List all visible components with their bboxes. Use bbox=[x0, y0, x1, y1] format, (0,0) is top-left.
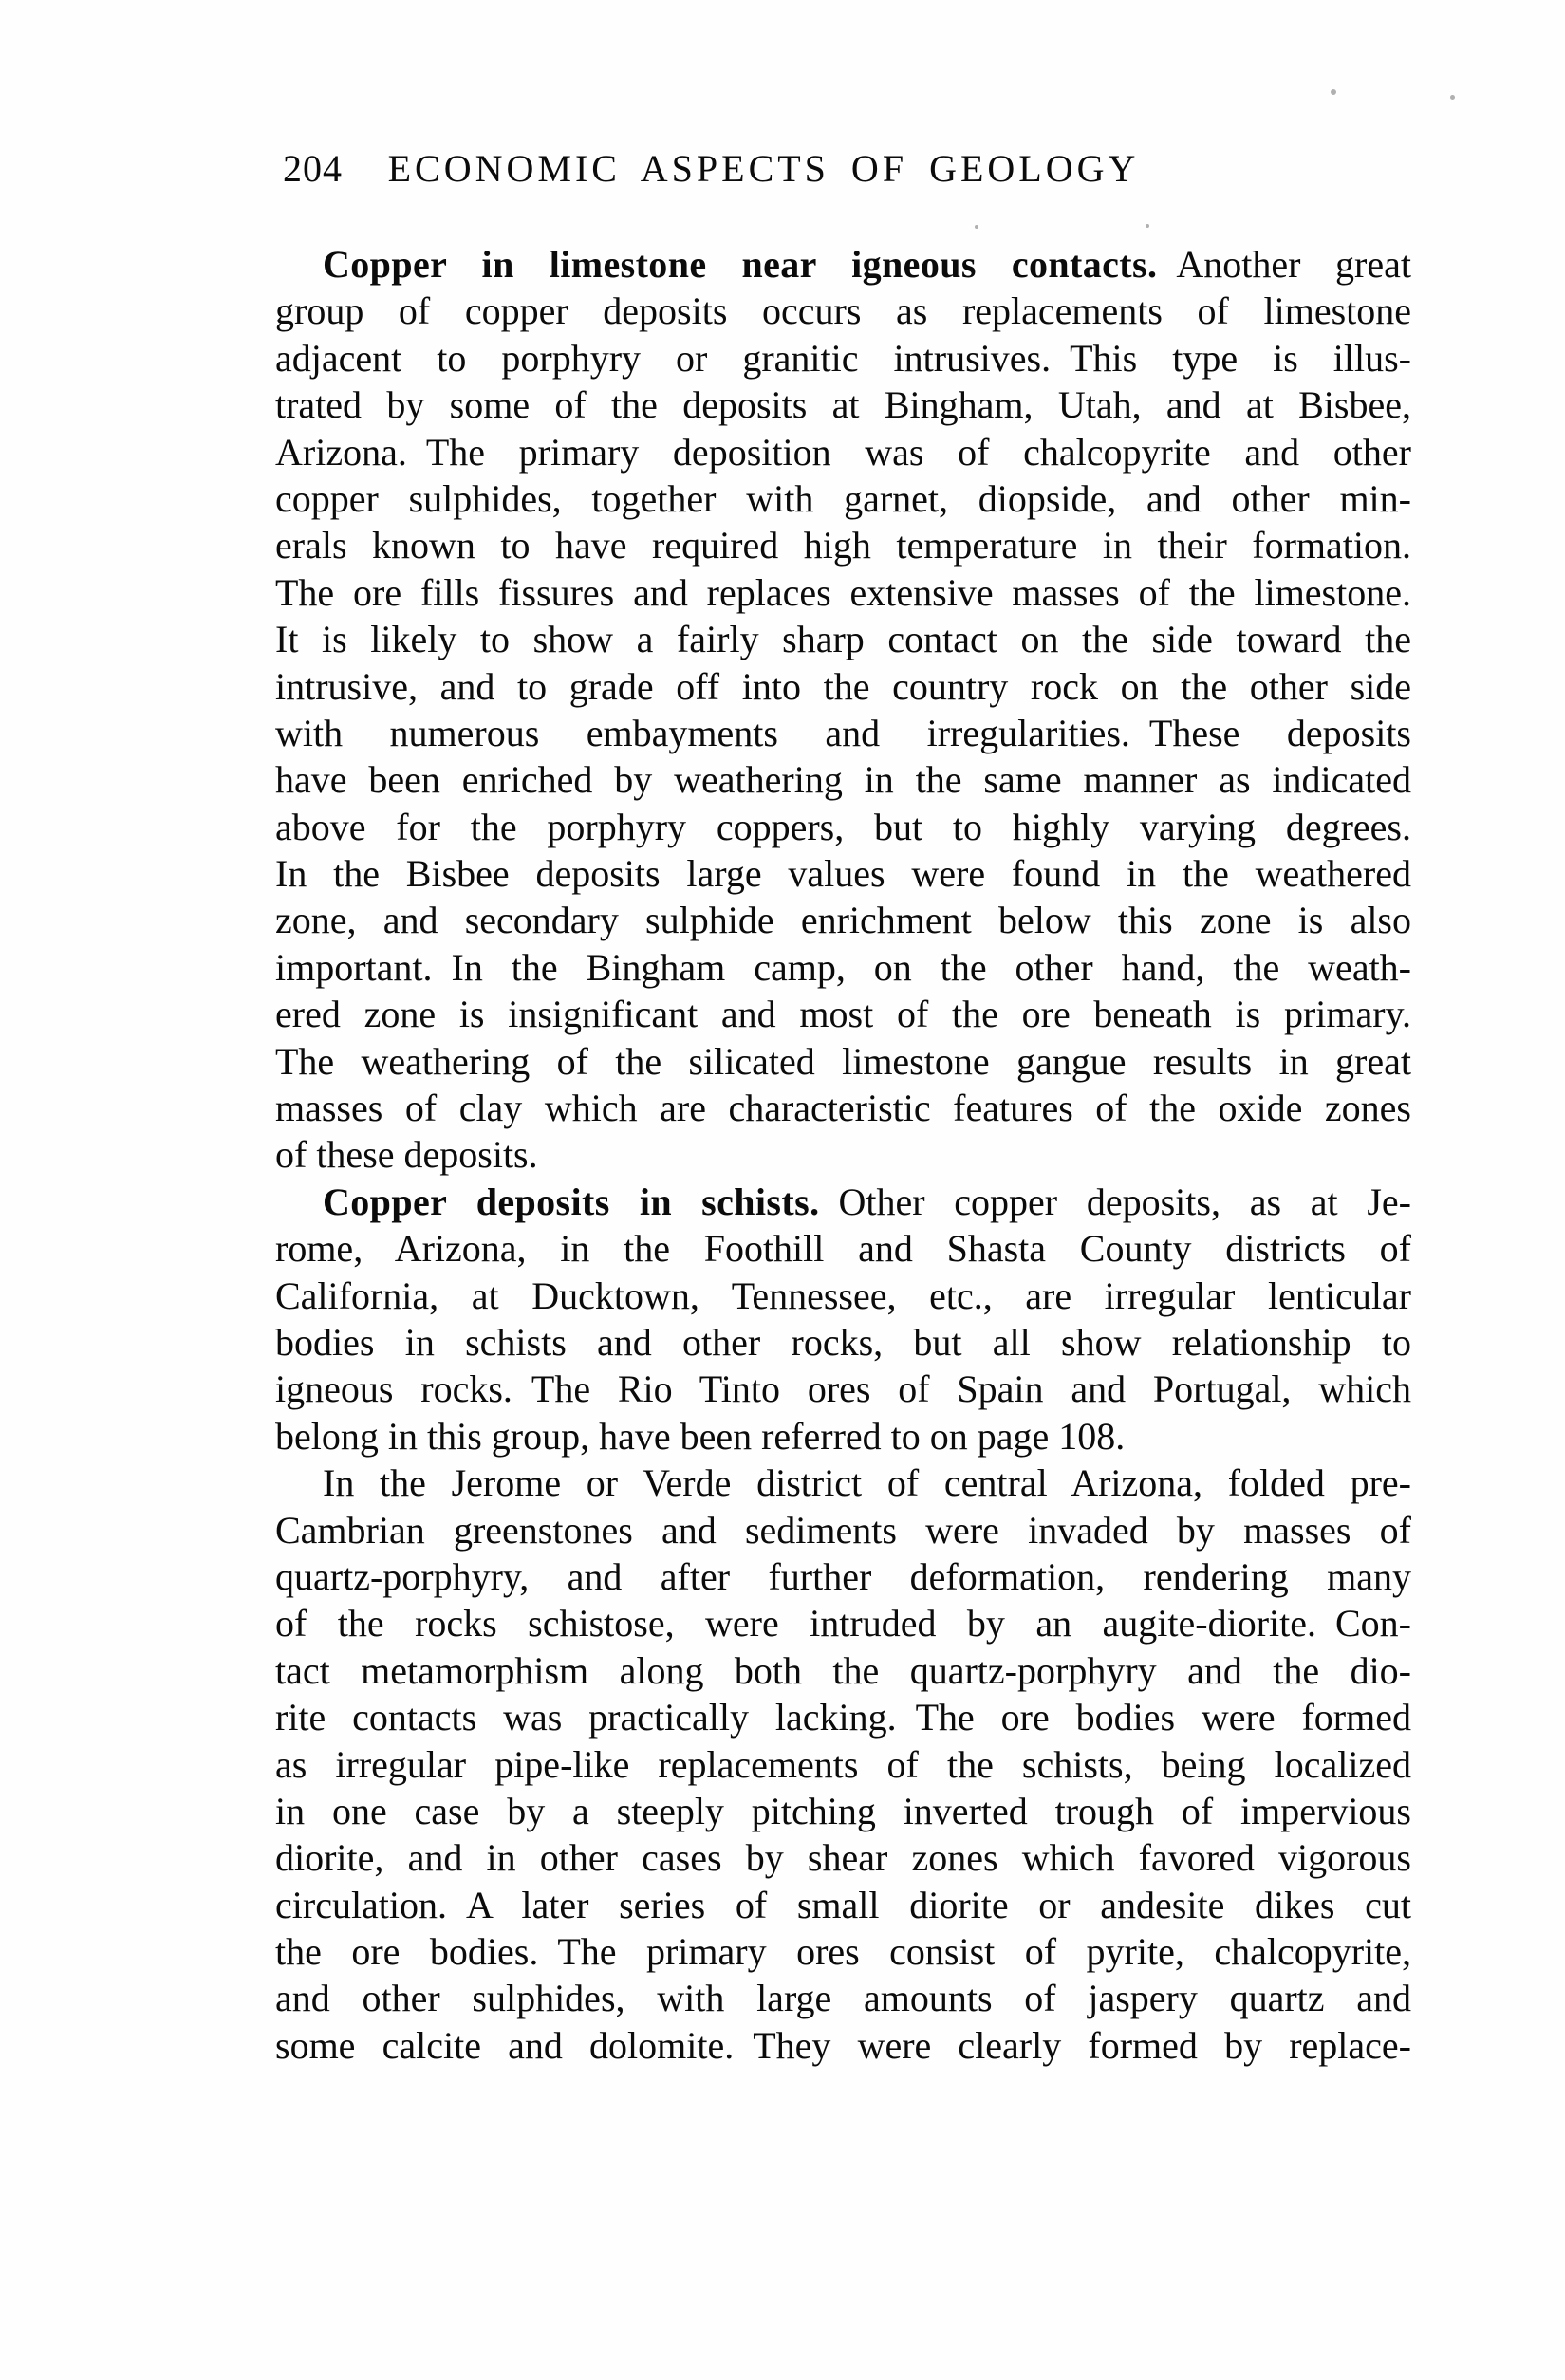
text-line: rome, Arizona, in the Foothill and Shasta County districts of bbox=[275, 1227, 1411, 1271]
text-line: rite contacts was practically lacking. The ore bodies were formed bbox=[275, 1696, 1411, 1739]
text-line: and other sulphides, with large amounts of jaspery quartz and bbox=[275, 1977, 1411, 2020]
scan-speck bbox=[1331, 89, 1336, 95]
running-title: ECONOMIC ASPECTS OF GEOLOGY bbox=[387, 147, 1140, 190]
text-line: some calcite and dolomite. They were clearly formed by replace- bbox=[275, 2023, 1411, 2067]
text-line: group of copper deposits occurs as replacements of limestone bbox=[275, 289, 1411, 333]
text-line: Cambrian greenstones and sediments were invaded by masses of bbox=[275, 1508, 1411, 1552]
scan-speck bbox=[1450, 95, 1455, 100]
scan-speck bbox=[1146, 224, 1149, 228]
text-line: tact metamorphism along both the quartz-porphyry and the dio- bbox=[275, 1648, 1411, 1692]
text-line: igneous rocks. The Rio Tinto ores of Spain and Portugal, which bbox=[275, 1367, 1411, 1411]
text-line: the ore bodies. The primary ores consist of pyrite, chalcopyrite, bbox=[275, 1930, 1411, 1974]
text-line: Arizona. The primary deposition was of chalcopyrite and other bbox=[275, 430, 1411, 474]
text-line: with numerous embayments and irregularities. These deposits bbox=[275, 711, 1411, 754]
text-line: belong in this group, have been referred to on page 108. bbox=[275, 1414, 1126, 1458]
text-line: erals known to have required high temperature in their formation. bbox=[275, 524, 1411, 567]
text-line: quartz-porphyry, and after further deformation, rendering many bbox=[275, 1554, 1411, 1598]
text-line: have been enriched by weathering in the same manner as indicated bbox=[275, 758, 1411, 802]
text-line: Copper deposits in schists. Other copper deposits, as at Je- bbox=[323, 1180, 1411, 1223]
text-line: circulation. A later series of small diorite or andesite dikes cut bbox=[275, 1883, 1411, 1926]
text-line: above for the porphyry coppers, but to highly varying degrees. bbox=[275, 805, 1411, 848]
text-line: copper sulphides, together with garnet, diopside, and other min- bbox=[275, 476, 1411, 520]
body-text bbox=[275, 241, 1411, 2069]
text-line: of these deposits. bbox=[275, 1133, 538, 1177]
bold-run-in-heading: Copper deposits in schists. bbox=[323, 1180, 820, 1223]
text-line: of the rocks schistose, were intruded by an augite-diorite. Con- bbox=[275, 1602, 1411, 1646]
text-line: In the Jerome or Verde district of central Arizona, folded pre- bbox=[323, 1461, 1411, 1505]
text-line: The ore fills fissures and replaces extensive masses of the limestone. bbox=[275, 570, 1411, 614]
text-line: important. In the Bingham camp, on the other hand, the weath- bbox=[275, 945, 1411, 989]
text-line: in one case by a steeply pitching inverted trough of impervious bbox=[275, 1789, 1411, 1832]
text-line: It is likely to show a fairly sharp contact on the side toward the bbox=[275, 618, 1411, 661]
text-line: adjacent to porphyry or granitic intrusives. This type is illus- bbox=[275, 336, 1411, 380]
text-line: California, at Ducktown, Tennessee, etc., are irregular lenticular bbox=[275, 1274, 1411, 1317]
bold-run-in-heading: Copper in limestone near igneous contacts. bbox=[323, 243, 1158, 286]
text-line: Copper in limestone near igneous contacts. Another great bbox=[323, 243, 1411, 286]
text-line: trated by some of the deposits at Bingham, Utah, and at Bisbee, bbox=[275, 383, 1411, 427]
text-line: masses of clay which are characteristic features of the oxide zones bbox=[275, 1087, 1411, 1130]
page-number: 204 bbox=[283, 147, 343, 190]
text-line: intrusive, and to grade off into the country rock on the other side bbox=[275, 664, 1411, 708]
text-line: In the Bisbee deposits large values were found in the weathered bbox=[275, 852, 1411, 896]
text-line: bodies in schists and other rocks, but all show relationship to bbox=[275, 1320, 1411, 1364]
text-line: zone, and secondary sulphide enrichment below this zone is also bbox=[275, 899, 1411, 942]
text-line: ered zone is insignificant and most of the ore beneath is primary. bbox=[275, 993, 1411, 1036]
text-line: as irregular pipe-like replacements of the schists, being localized bbox=[275, 1742, 1411, 1786]
text-line: The weathering of the silicated limestone gangue results in great bbox=[275, 1039, 1411, 1083]
text-line: diorite, and in other cases by shear zones which favored vigorous bbox=[275, 1836, 1411, 1880]
scan-speck bbox=[975, 225, 978, 229]
